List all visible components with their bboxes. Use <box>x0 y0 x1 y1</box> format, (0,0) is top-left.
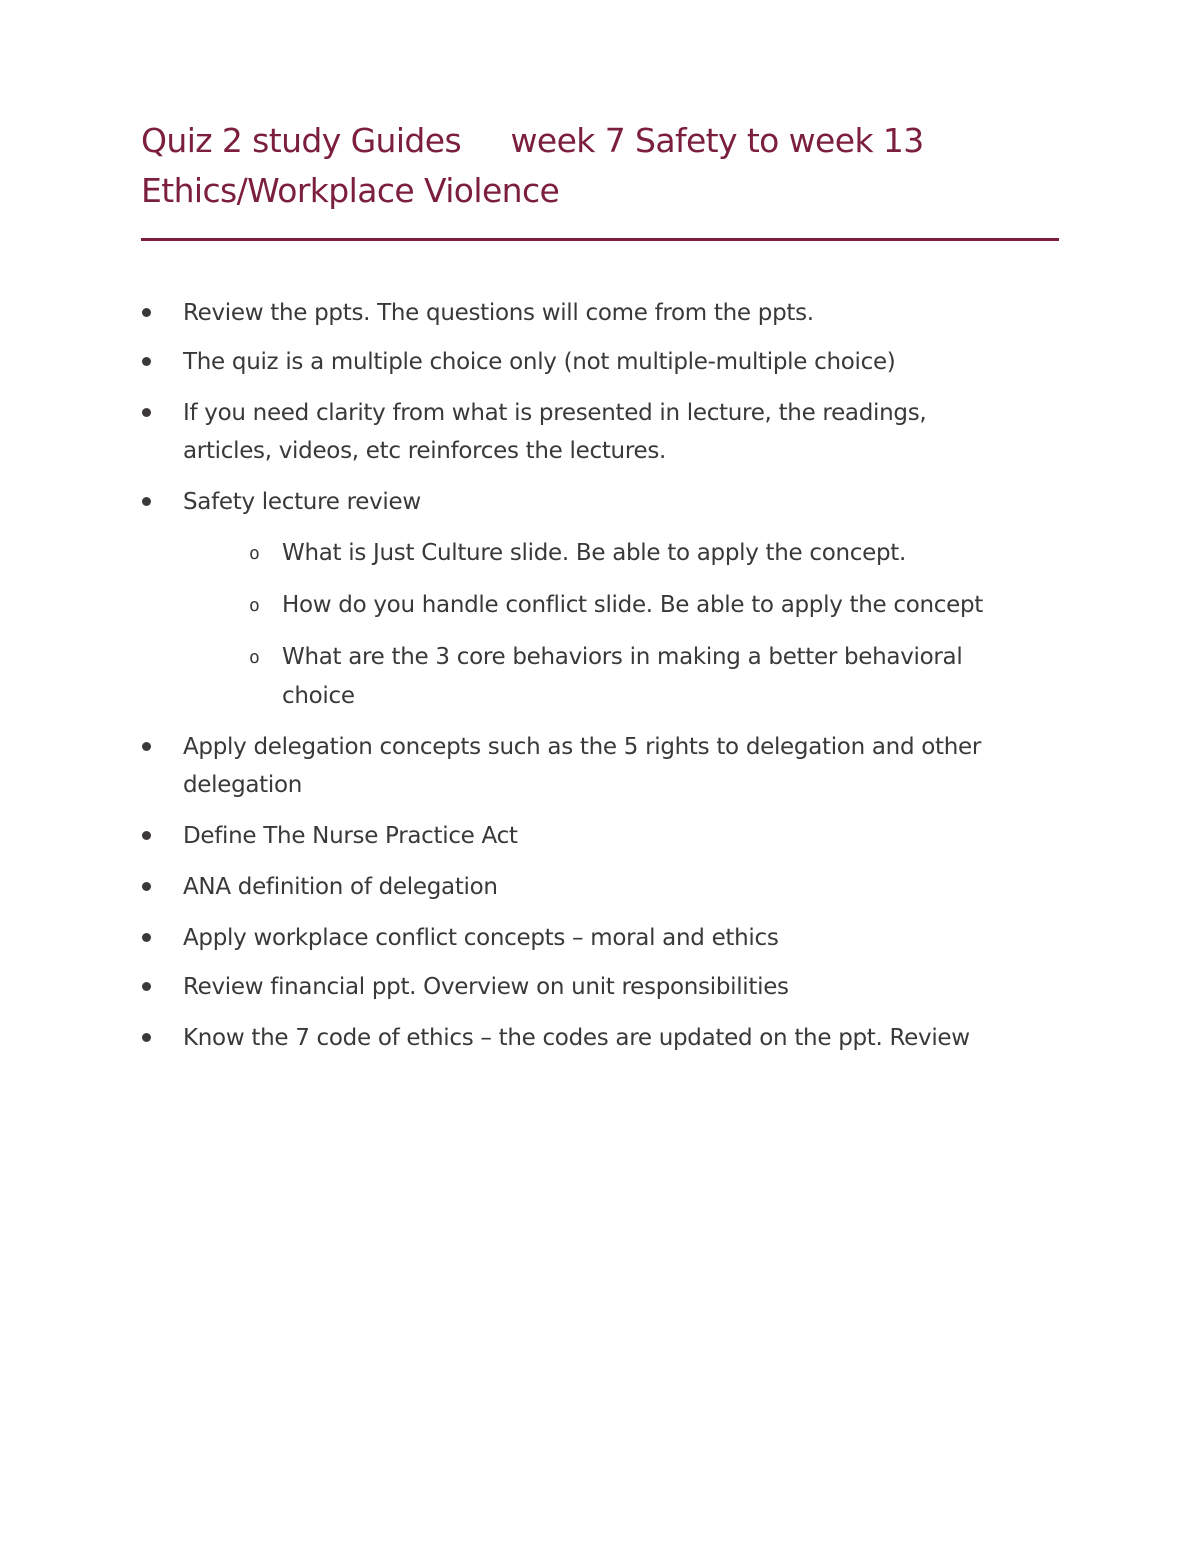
list-item: Apply delegation concepts such as the 5 rights to delegation and other <box>183 734 982 760</box>
bullet-icon <box>142 357 151 366</box>
bullet-icon <box>142 831 151 840</box>
title-underline-rule <box>141 238 1059 241</box>
bullet-icon <box>142 982 151 991</box>
bullet-icon <box>142 882 151 891</box>
bullet-icon <box>142 933 151 942</box>
bullet-icon <box>142 1033 151 1042</box>
list-item: Safety lecture review <box>183 489 421 515</box>
sub-list-item-continuation: choice <box>282 683 355 709</box>
list-item: Define The Nurse Practice Act <box>183 823 518 849</box>
bullet-icon <box>142 308 151 317</box>
list-item: Review the ppts. The questions will come from the ppts. <box>183 300 814 326</box>
sub-list-item: What are the 3 core behaviors in making a better behavioral <box>282 644 963 670</box>
sub-list-item: How do you handle conflict slide. Be able to apply the concept <box>282 592 983 618</box>
document-title-line-1: Quiz 2 study Guides week 7 Safety to week 13 <box>141 121 924 160</box>
list-item: Review financial ppt. Overview on unit responsibilities <box>183 974 789 1000</box>
bullet-icon <box>142 742 151 751</box>
circle-o-icon: o <box>249 647 260 668</box>
circle-o-icon: o <box>249 595 260 616</box>
list-item: ANA definition of delegation <box>183 874 498 900</box>
list-item: Apply workplace conflict concepts – moral and ethics <box>183 925 779 951</box>
sub-list-item: What is Just Culture slide. Be able to apply the concept. <box>282 540 907 566</box>
list-item: The quiz is a multiple choice only (not multiple-multiple choice) <box>183 349 896 375</box>
list-item: If you need clarity from what is presented in lecture, the readings, <box>183 400 927 426</box>
bullet-icon <box>142 497 151 506</box>
document-title-line-2: Ethics/Workplace Violence <box>141 171 560 210</box>
circle-o-icon: o <box>249 543 260 564</box>
bullet-icon <box>142 408 151 417</box>
list-item: Know the 7 code of ethics – the codes are updated on the ppt. Review <box>183 1025 970 1051</box>
document-title <box>141 116 1071 216</box>
list-item-continuation: articles, videos, etc reinforces the lectures. <box>183 438 667 464</box>
list-item-continuation: delegation <box>183 772 303 798</box>
